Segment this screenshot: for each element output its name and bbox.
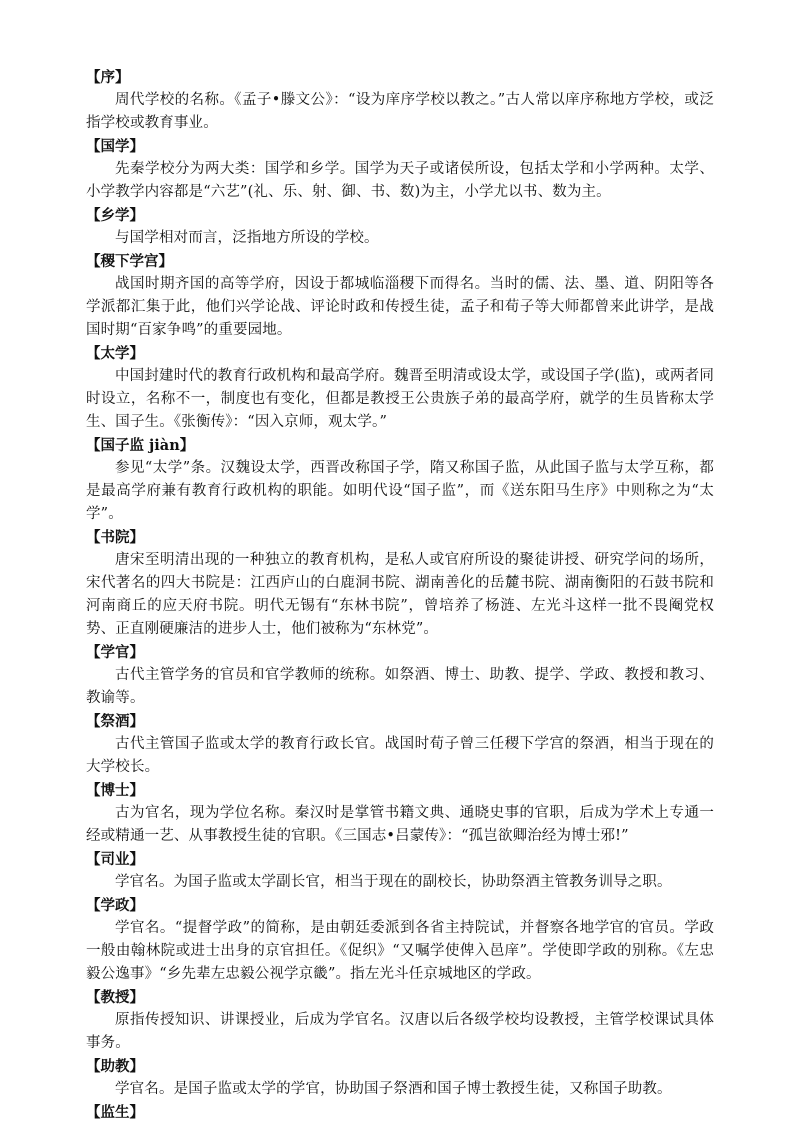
- entry-siye: [86, 848, 714, 894]
- entry-boshi: [86, 779, 714, 848]
- entry-jijiu: [86, 710, 714, 779]
- entry-term: 【教授】: [86, 989, 144, 1006]
- entry-term: 【助教】: [86, 1058, 144, 1075]
- entry-text: 中国封建时代的教育行政机构和最高学府。魏晋至明清或设太学，或设国子学(监)，或两者同时设立，名称不一，制度也有变化，但都是教授王公贵族子弟的最高学府，就学的生员皆称太学生、国子生。《张衡传》：“因入京师，观太学。”: [86, 368, 714, 430]
- entry-xueguan: [86, 641, 714, 710]
- entry-term: 【司业】: [86, 851, 144, 868]
- entry-term: 【学政】: [86, 897, 144, 914]
- entry-term: 【国学】: [86, 138, 144, 155]
- entry-shuyuan: [86, 526, 714, 641]
- entry-zhujiao: [86, 1055, 714, 1101]
- entry-text: 古代主管国子监或太学的教育行政长官。战国时荀子曾三任稷下学宫的祭酒，相当于现在的大学校长。: [86, 736, 714, 775]
- entry-text: 学官名。为国子监或太学副长官，相当于现在的副校长，协助祭酒主管教务训导之职。: [115, 874, 672, 890]
- entry-text: 学官名。是国子监或太学的学官，协助国子祭酒和国子博士教授生徒，又称国子助教。: [115, 1081, 672, 1097]
- entry-term: 【乡学】: [86, 207, 144, 224]
- entry-text: 战国时期齐国的高等学府，因设于都城临淄稷下而得名。当时的儒、法、墨、道、阴阳等各学派都汇集于此，他们兴学论战、评论时政和传授生徒，孟子和荀子等大师都曾来此讲学，是战国时期“百家争鸣”的重要园地。: [86, 276, 714, 338]
- entry-xiangxue: [86, 204, 714, 250]
- entry-text: 学官名。“提督学政”的简称，是由朝廷委派到各省主持院试，并督察各地学官的官员。学政一般由翰林院或进士出身的京官担任。《促织》“又嘱学使俾入邑庠”。学使即学政的别称。《左忠毅公逸事》“乡先辈左忠毅公视学京畿”。指左光斗任京城地区的学政。: [86, 920, 714, 982]
- entry-term: 【太学】: [86, 345, 144, 362]
- entry-text: 参见“太学”条。汉魏设太学，西晋改称国子学，隋又称国子监，从此国子监与太学互称，都是最高学府兼有教育行政机构的职能。如明代设“国子监”，而《送东阳马生序》中则称之为“太学”。: [86, 460, 714, 522]
- entry-text: 周代学校的名称。《孟子•滕文公》：“设为庠序学校以教之。”古人常以庠序称地方学校，或泛指学校或教育事业。: [86, 92, 714, 131]
- entry-xuezheng: [86, 894, 714, 986]
- document-page: [86, 66, 714, 1124]
- entry-jixia-xuegong: [86, 250, 714, 342]
- entry-term: 【博士】: [86, 782, 144, 799]
- entry-term: 【监生】: [86, 1104, 144, 1121]
- entry-text: 唐宋至明清出现的一种独立的教育机构，是私人或官府所设的聚徒讲授、研究学问的场所，宋代著名的四大书院是：江西庐山的白鹿洞书院、湖南善化的岳麓书院、湖南衡阳的石鼓书院和河南商丘的应天府书院。明代无锡有“东林书院”，曾培养了杨涟、左光斗这样一批不畏阉党权势、正直刚硬廉洁的进步人士，他们被称为“东林党”。: [86, 552, 714, 637]
- entry-guozijian: [86, 434, 714, 526]
- entry-text: 原指传授知识、讲课授业，后成为学官名。汉唐以后各级学校均设教授，主管学校课试具体事务。: [86, 1012, 714, 1051]
- entry-text: 古代主管学务的官员和官学教师的统称。如祭酒、博士、助教、提学、学政、教授和教习、教谕等。: [86, 667, 714, 706]
- entry-xu: [86, 66, 714, 135]
- entry-jiaoshou: [86, 986, 714, 1055]
- entry-jiansheng: [86, 1101, 714, 1124]
- entry-term: 【稷下学宫】: [86, 253, 173, 270]
- entry-text: 与国学相对而言，泛指地方所设的学校。: [115, 230, 379, 246]
- entry-text: 先秦学校分为两大类：国学和乡学。国学为天子或诸侯所设，包括太学和小学两种。太学、小学教学内容都是“六艺”(礼、乐、射、御、书、数)为主，小学尤以书、数为主。: [86, 161, 714, 200]
- entry-text: 古为官名，现为学位名称。秦汉时是掌管书籍文典、通晓史事的官职，后成为学术上专通一经或精通一艺、从事教授生徒的官职。《三国志•吕蒙传》：“孤岂欲卿治经为博士邪!”: [86, 805, 714, 844]
- entry-taixue: [86, 342, 714, 434]
- entry-term: 【书院】: [86, 529, 144, 546]
- entry-guoxue: [86, 135, 714, 204]
- entry-term: 【学官】: [86, 644, 144, 661]
- entry-term: 【祭酒】: [86, 713, 144, 730]
- entry-term: 【国子监 jiàn】: [86, 437, 195, 454]
- entry-term: 【序】: [86, 69, 130, 86]
